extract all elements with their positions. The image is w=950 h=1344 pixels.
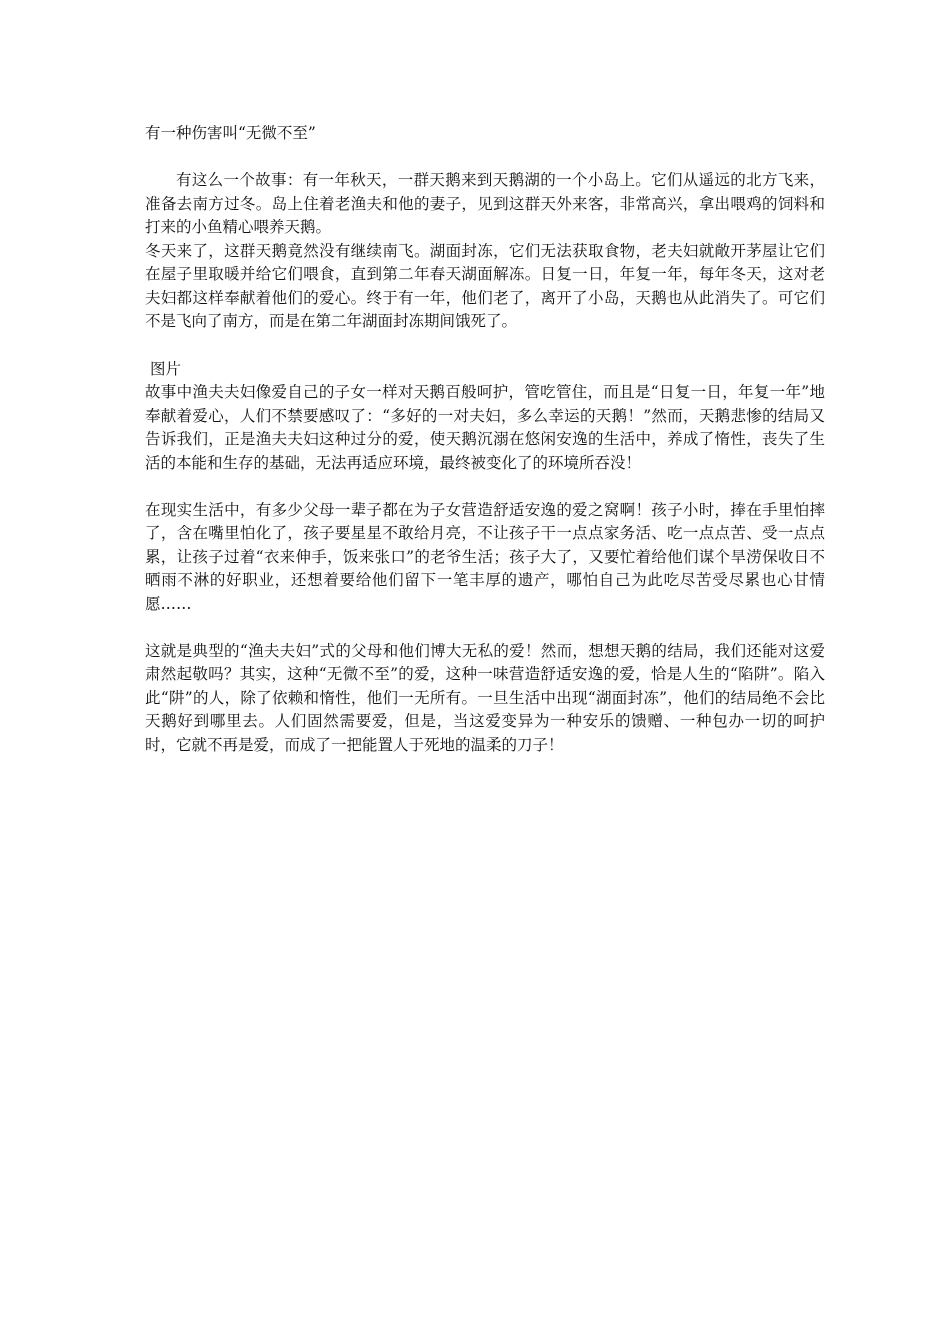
image-placeholder-caption: 图片 [150,359,182,378]
spacer [145,475,825,499]
paragraph-story-winter: 冬天来了，这群天鹅竟然没有继续南飞。湖面封冻，它们无法获取食物，老夫妇就敞开茅屋让它们在屋子里取暖并给它们喂食，直到第二年春天湖面解冻。日复一日，年复一年，每年冬天，这对老夫妇都这样奉献着他们的爱心。终于有一年，他们老了，离开了小岛，天鹅也从此消失了。可它们不是飞向了南方，而是在第二年湖面封冻期间饿死了。 [145,241,825,330]
document-page [145,120,825,757]
paragraph-analysis: 故事中渔夫夫妇像爱自己的子女一样对天鹅百般呵护，管吃管住，而且是“日复一日，年复一年”地奉献着爱心，人们不禁要感叹了：“多好的一对夫妇，多么幸运的天鹅！”然而，天鹅悲惨的结局又告诉我们，正是渔夫夫妇这种过分的爱，使天鹅沉溺在悠闲安逸的生活中，养成了惰性，丧失了生活的本能和生存的基础，无法再适应环境，最终被变化了的环境所吞没！ [145,383,825,472]
spacer [145,616,825,640]
paragraph-conclusion: 这就是典型的“渔夫夫妇”式的父母和他们博大无私的爱！然而，想想天鹅的结局，我们还能对这爱肃然起敬吗？其实，这种“无微不至”的爱，这种一味营造舒适安逸的爱，恰是人生的“陷阱”。陷入此“阱”的人，除了依赖和惰性，他们一无所有。一旦生活中出现“湖面封冻”，他们的结局绝不会比天鹅好到哪里去。人们固然需要爱，但是，当这爱变异为一种安乐的馈赠、一种包办一切的呵护时，它就不再是爱，而成了一把能置人于死地的温柔的刀子！ [145,641,825,754]
article-title: 有一种伤害叫“无微不至” [145,124,316,142]
paragraph-story-intro: 有这么一个故事：有一年秋天，一群天鹅来到天鹅湖的一个小岛上。它们从遥远的北方飞来，准备去南方过冬。岛上住着老渔夫和他的妻子，见到这群天外来客，非常高兴，拿出喂鸡的饲料和打来的小鱼精心喂养天鹅。 [145,171,825,236]
spacer [145,146,825,169]
spacer [145,334,825,358]
paragraph-real-life: 在现实生活中，有多少父母一辈子都在为子女营造舒适安逸的爱之窝啊！孩子小时，捧在手里怕摔了，含在嘴里怕化了，孩子要星星不敢给月亮，不让孩子干一点点家务活、吃一点点苦、受一点点累，让孩子过着“衣来伸手，饭来张口”的老爷生活；孩子大了，又要忙着给他们谋个旱涝保收日不晒雨不淋的好职业，还想着要给他们留下一笔丰厚的遗产，哪怕自己为此吃尽苦受尽累也心甘情愿…… [145,500,825,613]
